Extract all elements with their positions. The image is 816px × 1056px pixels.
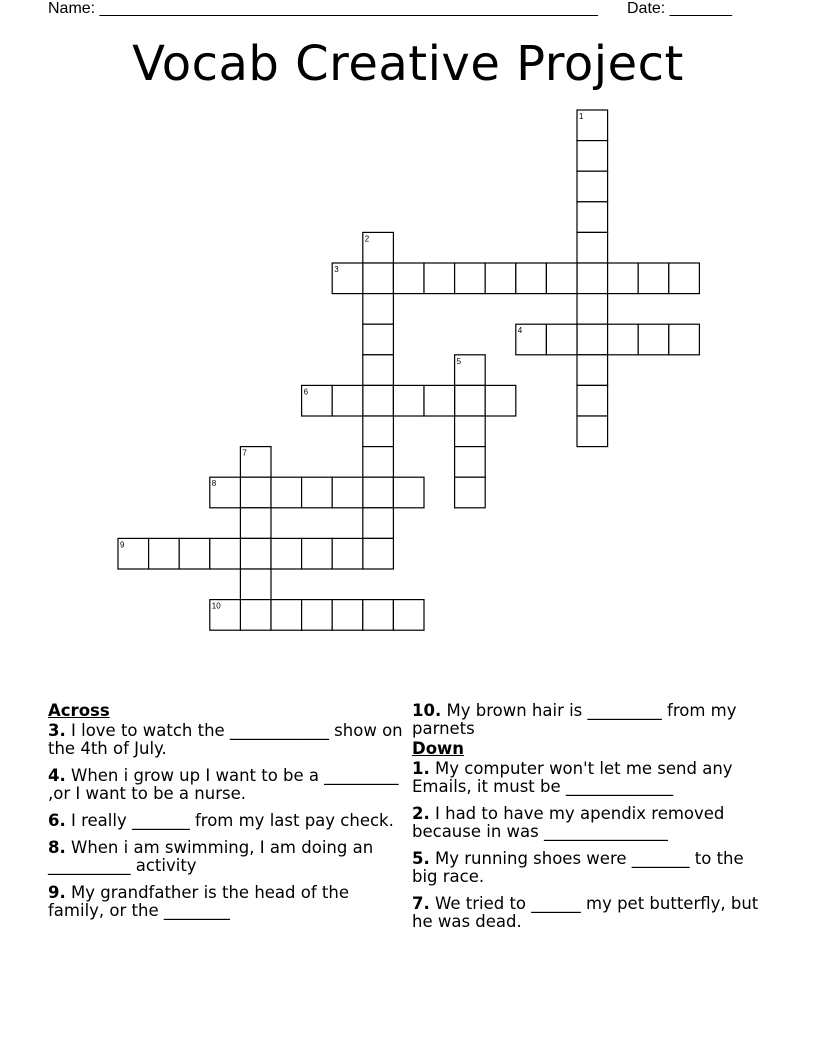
clue-number: 9. (48, 883, 66, 902)
grid-cell[interactable] (424, 385, 455, 416)
clue-across-4 (48, 767, 406, 803)
clue-across-8 (48, 839, 406, 875)
grid-cell[interactable] (240, 569, 271, 600)
clue-text: My computer won't let me send any Emails, it must be _____________ (412, 759, 733, 796)
across-heading: Across (48, 701, 110, 720)
grid-cell[interactable] (455, 477, 486, 508)
grid-cell[interactable] (577, 324, 608, 355)
grid-cell[interactable] (302, 477, 333, 508)
grid-cell[interactable] (638, 263, 669, 294)
grid-cell[interactable] (363, 324, 394, 355)
clue-down-2 (412, 805, 770, 841)
clue-down-5 (412, 850, 770, 886)
clue-across-6 (48, 812, 406, 830)
cell-number: 9 (120, 540, 125, 550)
clue-number: 2. (412, 804, 430, 823)
clue-text: My grandfather is the head of the family, or the ________ (48, 883, 349, 920)
clue-number: 8. (48, 838, 66, 857)
grid-cell[interactable] (424, 263, 455, 294)
grid-cell[interactable] (393, 600, 424, 631)
grid-cell[interactable] (608, 263, 639, 294)
cell-number: 6 (303, 387, 309, 397)
cell-number: 8 (211, 479, 217, 489)
grid-cell[interactable] (577, 232, 608, 263)
clue-text: I really _______ from my last pay check. (71, 811, 394, 830)
grid-cell[interactable] (393, 385, 424, 416)
grid-cell[interactable] (577, 141, 608, 172)
grid-cell[interactable] (149, 538, 180, 569)
clue-number: 7. (412, 894, 430, 913)
cell-number: 3 (334, 265, 339, 274)
clue-down-7 (412, 895, 770, 931)
grid-cell[interactable] (363, 538, 394, 569)
grid-cell[interactable] (363, 385, 394, 416)
cell-number: 7 (242, 448, 247, 458)
clue-number: 6. (48, 811, 66, 830)
clues-left-column (48, 702, 406, 929)
grid-cell[interactable] (577, 355, 608, 386)
grid-cell[interactable] (455, 416, 486, 447)
grid-cell[interactable] (455, 447, 486, 478)
grid-cell[interactable] (669, 263, 700, 294)
clue-number: 1. (412, 759, 430, 778)
cell-number: 10 (211, 601, 221, 611)
grid-cell[interactable] (332, 600, 363, 631)
down-heading: Down (412, 739, 465, 758)
grid-cell[interactable] (363, 263, 394, 294)
grid-cell[interactable] (240, 477, 271, 508)
clue-text: When i grow up I want to be a _________ ,or I want to be a nurse. (48, 766, 399, 803)
grid-cell[interactable] (638, 324, 669, 355)
grid-cell[interactable] (546, 324, 577, 355)
grid-cell[interactable] (363, 294, 394, 325)
grid-cell[interactable] (363, 600, 394, 631)
clue-number: 5. (412, 849, 430, 868)
grid-cell[interactable] (608, 324, 639, 355)
grid-cell[interactable] (455, 385, 486, 416)
date-field[interactable]: Date: _______ (627, 0, 732, 17)
grid-cell[interactable] (393, 477, 424, 508)
grid-cell[interactable] (577, 416, 608, 447)
clue-across-3 (48, 722, 406, 758)
grid-cell[interactable] (302, 600, 333, 631)
clue-number: 3. (48, 721, 66, 740)
name-field[interactable]: Name: ________________________________________________________ (48, 0, 598, 17)
grid-cell[interactable] (516, 263, 547, 294)
grid-cell[interactable] (577, 294, 608, 325)
grid-cell[interactable] (363, 416, 394, 447)
cell-number: 1 (579, 112, 584, 121)
grid-cell[interactable] (577, 171, 608, 202)
clue-number: 4. (48, 766, 66, 785)
cell-number: 4 (517, 326, 523, 336)
grid-cell[interactable] (546, 263, 577, 294)
grid-cell[interactable] (210, 538, 241, 569)
grid-cell[interactable] (577, 263, 608, 294)
grid-cell[interactable] (179, 538, 210, 569)
grid-cell[interactable] (332, 385, 363, 416)
grid-cell[interactable] (577, 385, 608, 416)
clue-text: My brown hair is _________ from my parnets (412, 701, 737, 738)
grid-cell[interactable] (271, 538, 302, 569)
grid-cell[interactable] (363, 477, 394, 508)
clue-text: My running shoes were _______ to the big race. (412, 849, 744, 886)
clue-text: When i am swimming, I am doing an __________ activity (48, 838, 374, 875)
cell-number: 2 (364, 234, 370, 244)
clue-text: I love to watch the ____________ show on the 4th of July. (48, 721, 403, 758)
clue-across-10 (412, 702, 770, 738)
grid-cell[interactable] (363, 355, 394, 386)
grid-cell[interactable] (485, 385, 516, 416)
grid-cell[interactable] (240, 508, 271, 539)
clues-right-column (412, 702, 770, 940)
grid-cell[interactable] (455, 263, 486, 294)
grid-cell[interactable] (363, 447, 394, 478)
grid-cell[interactable] (669, 324, 700, 355)
grid-cell[interactable] (332, 538, 363, 569)
cell-number: 5 (456, 356, 462, 366)
clue-number: 10. (412, 701, 442, 720)
grid-cell[interactable] (302, 538, 333, 569)
grid-cell[interactable] (332, 477, 363, 508)
grid-cell[interactable] (271, 600, 302, 631)
grid-cell[interactable] (240, 538, 271, 569)
clue-text: I had to have my apendix removed because in was _______________ (412, 804, 725, 841)
grid-cell[interactable] (485, 263, 516, 294)
grid-cell[interactable] (577, 202, 608, 233)
grid-cell[interactable] (393, 263, 424, 294)
clue-text: We tried to ______ my pet butterfly, but he was dead. (412, 894, 759, 931)
grid-cell[interactable] (240, 600, 271, 631)
clue-across-9 (48, 884, 406, 920)
grid-cell[interactable] (271, 477, 302, 508)
page-title: Vocab Creative Project (132, 36, 684, 92)
grid-cell[interactable] (363, 508, 394, 539)
clue-down-1 (412, 760, 770, 796)
